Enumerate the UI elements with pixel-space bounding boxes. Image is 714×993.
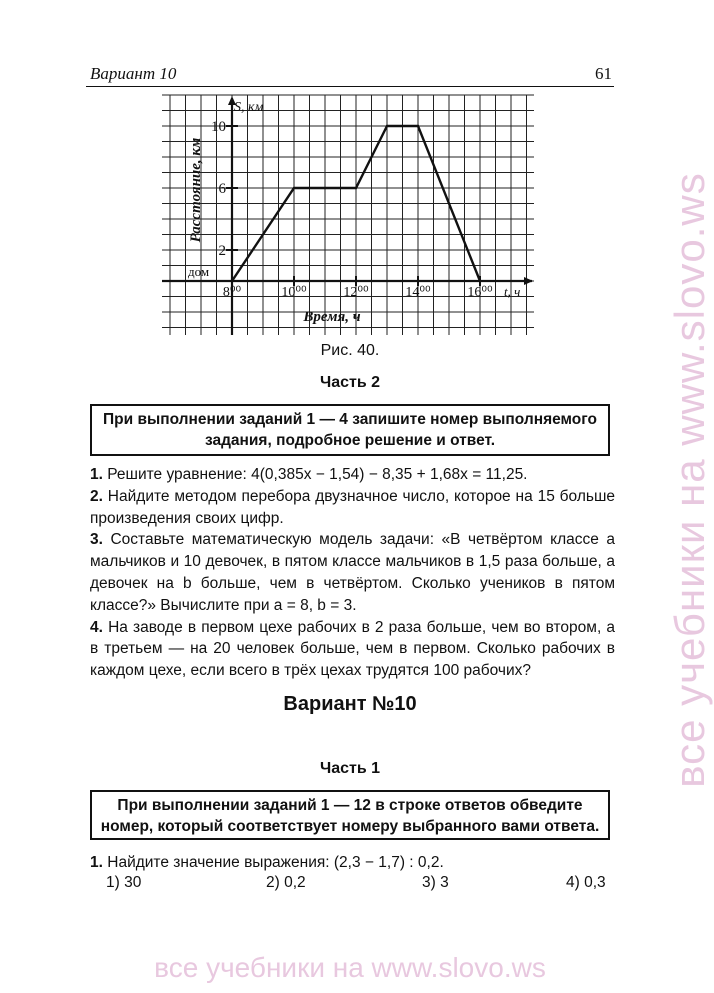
task-item: 1. Решите уравнение: 4(0,385x − 1,54) − 8,35 + 1,68x = 11,25. — [90, 466, 528, 483]
answer-options — [106, 874, 616, 896]
x-tick-label: 10⁰⁰ — [281, 285, 307, 300]
y-tick-label: 2 — [218, 243, 226, 259]
y-tick-label: 10 — [211, 119, 226, 135]
x-axis-arrow — [524, 277, 533, 285]
task-item: 3. Составьте математическую модель задачи: «В четвёртом классе a мальчиков и 10 девочек, в пятом классе мальчиков в 1,5 раза больше, а девочек на b больше, чем в четвёртом. Сколько учеников в пятом классе?» Вычислите при a = 8, b = 3. — [90, 531, 615, 614]
part2-instruction: При выполнении заданий 1 — 4 запишите номер выполняемого задания, подробное решение и ответ. — [103, 411, 597, 449]
x-tick-label: 16⁰⁰ — [467, 285, 493, 300]
x-axis-label: Время, ч — [303, 309, 361, 325]
running-title: Вариант 10 — [90, 64, 177, 83]
watermark-bottom: все учебники на www.slovo.ws — [154, 952, 546, 983]
part1-instruction: При выполнении заданий 1 — 12 в строке ответов обведите номер, который соответствует номеру выбранного вами ответа. — [100, 797, 600, 835]
task-list — [90, 464, 615, 682]
header-rule — [86, 86, 614, 87]
answer-option: 4) 0,3 — [566, 874, 606, 891]
y-tick-label: 6 — [218, 181, 226, 197]
distance-time-graph — [162, 95, 534, 335]
part2-title: Часть 2 — [319, 374, 381, 391]
figure-caption: Рис. 40. — [320, 342, 380, 359]
x-tick-label: 14⁰⁰ — [405, 285, 431, 300]
x-tick-label: 12⁰⁰ — [343, 285, 369, 300]
origin-label: дом — [188, 264, 210, 279]
variant-title: Вариант №10 — [283, 693, 417, 715]
part2-instruction-box — [90, 404, 610, 456]
page-number: 61 — [595, 64, 612, 83]
task-item: 4. На заводе в первом цехе рабочих в 2 раза больше, чем во втором, а в третьем — на 20 человек больше, чем в первом. Сколько рабочих в каждом цехе, если всего в трёх цехах трудятся 100 рабочих? — [90, 618, 615, 680]
y-axis-letter: S, км — [234, 100, 264, 115]
question-1: 1. Найдите значение выражения: (2,3 − 1,7) : 0,2. — [90, 854, 444, 871]
part1-instruction-box — [90, 790, 610, 840]
answer-option: 3) 3 — [422, 874, 449, 891]
x-axis-letter: t, ч — [504, 284, 521, 299]
task-item: 2. Найдите методом перебора двузначное число, которое на 15 больше произведения своих цифр. — [90, 487, 615, 527]
graph-ticks — [226, 126, 480, 286]
watermark-side: все учебники на www.slovo.ws — [666, 172, 713, 788]
graph-labels — [188, 100, 520, 325]
answer-option: 1) 30 — [106, 874, 142, 891]
answer-option: 2) 0,2 — [266, 874, 306, 891]
part1-title: Часть 1 — [319, 760, 381, 777]
x-tick-label: 8⁰⁰ — [222, 285, 242, 300]
y-axis-label: Расстояние, км — [188, 137, 204, 243]
page-header — [86, 62, 614, 88]
